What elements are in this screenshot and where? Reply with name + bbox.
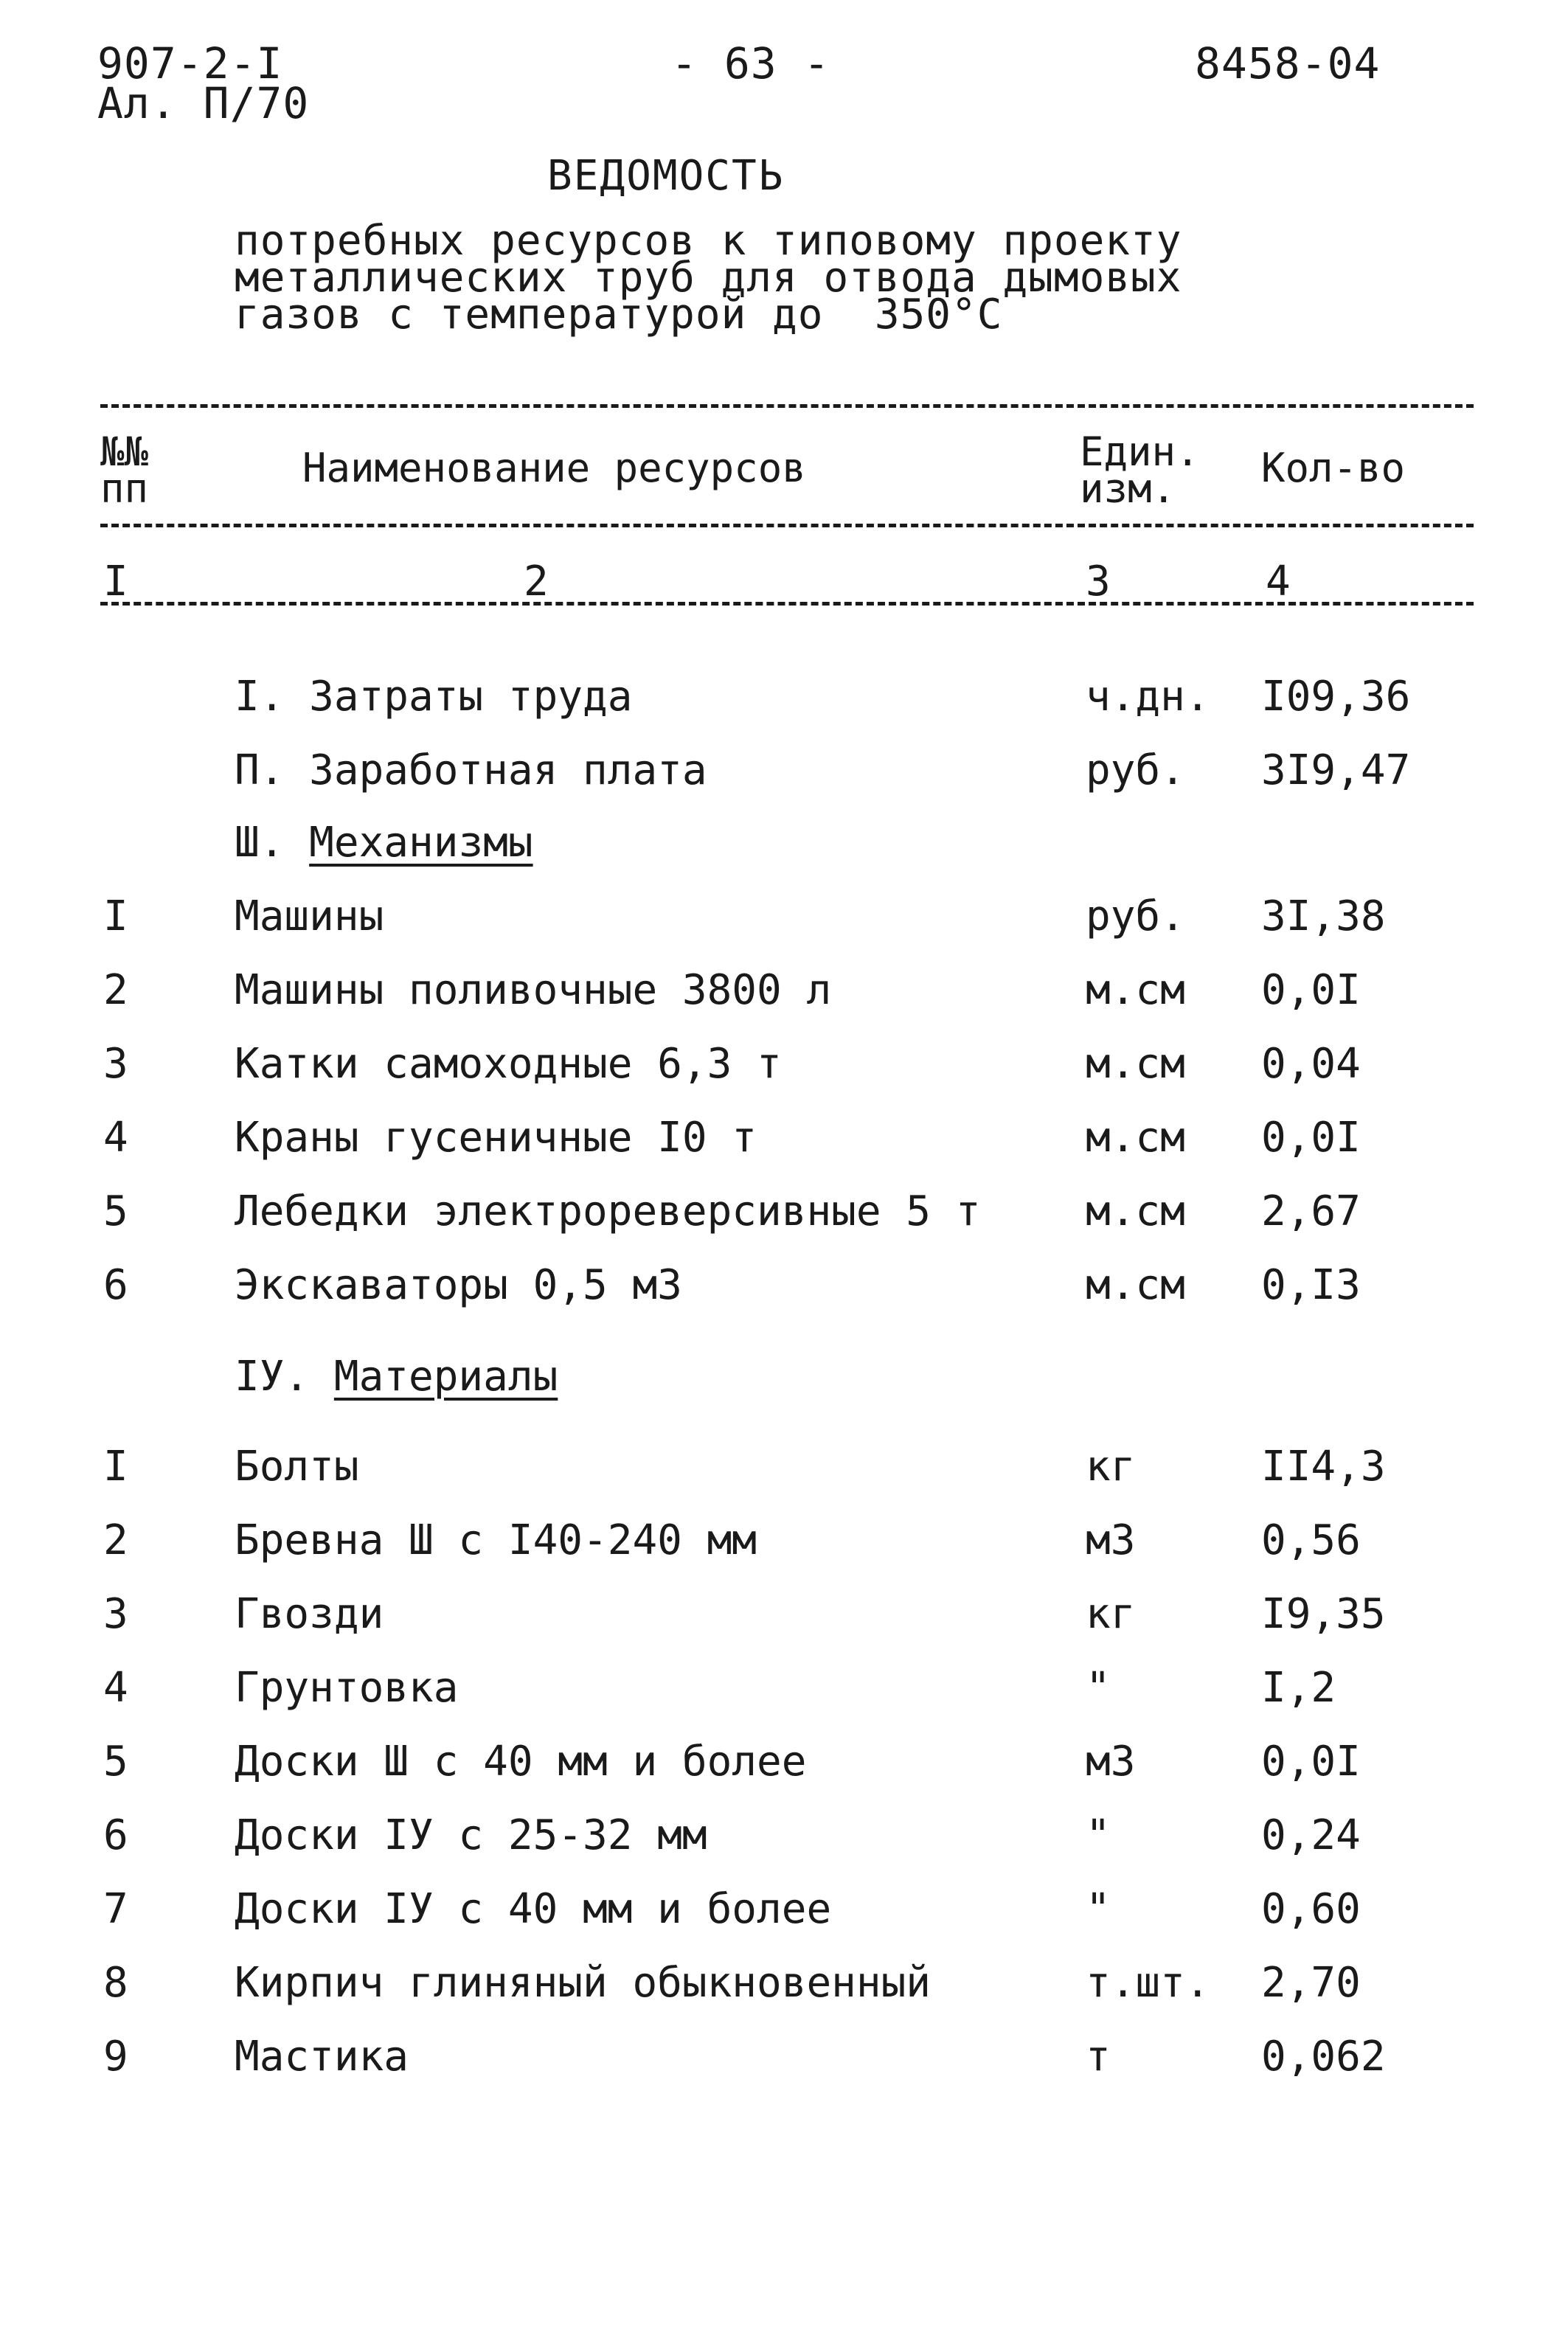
resource-name: I. Затраты труда bbox=[235, 673, 633, 721]
page-number: - 63 - bbox=[671, 38, 830, 89]
resource-unit: м3 bbox=[1086, 1738, 1136, 1786]
row-number: 5 bbox=[103, 1187, 128, 1235]
row-number: 3 bbox=[103, 1590, 128, 1638]
resource-unit: м.см bbox=[1086, 1261, 1185, 1309]
row-number: 2 bbox=[103, 1516, 128, 1564]
resource-quantity: I9,35 bbox=[1261, 1590, 1386, 1638]
document-title: ВЕДОМОСТЬ bbox=[547, 152, 785, 200]
resource-row bbox=[0, 966, 1568, 1025]
resource-quantity: I,2 bbox=[1261, 1664, 1336, 1712]
header-unit-line: Един. bbox=[1080, 429, 1200, 475]
resource-unit: м3 bbox=[1086, 1516, 1136, 1564]
resource-row bbox=[0, 1959, 1568, 2018]
header-name: Наименование ресурсов bbox=[302, 445, 806, 491]
resource-quantity: 0,24 bbox=[1261, 1811, 1361, 1859]
resource-name: Бревна Ш с I40-240 мм bbox=[235, 1516, 757, 1564]
resource-quantity: 0,0I bbox=[1261, 966, 1361, 1014]
column-numbers-rule bbox=[100, 602, 1474, 606]
document-code: 907-2-I bbox=[97, 38, 283, 89]
resource-quantity: 3I,38 bbox=[1261, 892, 1386, 940]
resource-unit: м.см bbox=[1086, 1114, 1185, 1162]
row-number: 5 bbox=[103, 1738, 128, 1786]
resource-unit: т.шт. bbox=[1086, 1959, 1210, 2007]
row-number: 3 bbox=[103, 1040, 128, 1088]
subtitle-line: газов с температурой до 350°С bbox=[235, 291, 1003, 339]
resource-unit: ч.дн. bbox=[1086, 673, 1210, 721]
resource-row bbox=[0, 1187, 1568, 1246]
resource-name: Машины поливочные 3800 л bbox=[235, 966, 832, 1014]
section-prefix: Ш. bbox=[235, 819, 310, 867]
header-num bbox=[100, 429, 149, 512]
resource-quantity: 3I9,47 bbox=[1261, 746, 1411, 794]
header-bottom-rule bbox=[100, 524, 1474, 527]
resource-quantity: 0,04 bbox=[1261, 1040, 1361, 1088]
resource-quantity: 0,56 bbox=[1261, 1516, 1361, 1564]
resource-name: Грунтовка bbox=[235, 1664, 459, 1712]
resource-unit: руб. bbox=[1086, 746, 1185, 794]
resource-row bbox=[0, 2033, 1568, 2092]
header-qty: Кол-во bbox=[1261, 445, 1406, 491]
resource-unit: " bbox=[1086, 1811, 1111, 1859]
resource-row bbox=[0, 1664, 1568, 1723]
subtitle-line: потребных ресурсов к типовому проекту bbox=[235, 217, 1182, 265]
resource-name: Катки самоходные 6,3 т bbox=[235, 1040, 782, 1088]
resource-quantity: 2,70 bbox=[1261, 1959, 1361, 2007]
section-title bbox=[235, 819, 533, 867]
document-subtitle bbox=[235, 217, 1182, 339]
column-number: I bbox=[103, 558, 128, 606]
column-number: 3 bbox=[1086, 558, 1111, 606]
resource-name: Доски IУ с 40 мм и более bbox=[235, 1885, 832, 1933]
resource-name: Машины bbox=[235, 892, 384, 940]
resource-unit: " bbox=[1086, 1664, 1111, 1712]
resource-row bbox=[0, 1590, 1568, 1649]
resource-name: Лебедки электрореверсивные 5 т bbox=[235, 1187, 981, 1235]
row-number: 9 bbox=[103, 2033, 128, 2081]
resource-quantity: 2,67 bbox=[1261, 1187, 1361, 1235]
resource-name: Мастика bbox=[235, 2033, 409, 2081]
row-number: 6 bbox=[103, 1811, 128, 1859]
resource-row bbox=[0, 1114, 1568, 1173]
column-number: 4 bbox=[1266, 558, 1291, 606]
resource-unit: кг bbox=[1086, 1590, 1136, 1638]
header-num-line: пп bbox=[100, 465, 149, 512]
resource-unit: " bbox=[1086, 1885, 1111, 1933]
resource-row bbox=[0, 1443, 1568, 1502]
row-number: 4 bbox=[103, 1664, 128, 1712]
resource-name: Краны гусеничные I0 т bbox=[235, 1114, 757, 1162]
resource-name: П. Заработная плата bbox=[235, 746, 707, 794]
resource-name: Кирпич глиняный обыкновенный bbox=[235, 1959, 932, 2007]
resource-quantity: I09,36 bbox=[1261, 673, 1411, 721]
row-number: 7 bbox=[103, 1885, 128, 1933]
column-number: 2 bbox=[524, 558, 549, 606]
resource-row bbox=[0, 673, 1568, 732]
resource-row bbox=[0, 746, 1568, 805]
header-unit-line: изм. bbox=[1080, 465, 1176, 512]
row-number: 4 bbox=[103, 1114, 128, 1162]
section-name: Материалы bbox=[333, 1353, 558, 1401]
section-title bbox=[235, 1353, 558, 1401]
resource-quantity: 0,I3 bbox=[1261, 1261, 1361, 1309]
resource-row bbox=[0, 1040, 1568, 1099]
resource-row bbox=[0, 1261, 1568, 1320]
resource-unit: т bbox=[1086, 2033, 1111, 2081]
resource-row bbox=[0, 892, 1568, 951]
table-top-rule bbox=[100, 404, 1474, 408]
resource-name: Экскаваторы 0,5 м3 bbox=[235, 1261, 682, 1309]
resource-name: Доски IУ с 25-32 мм bbox=[235, 1811, 707, 1859]
resource-quantity: 0,0I bbox=[1261, 1114, 1361, 1162]
resource-name: Болты bbox=[235, 1443, 359, 1491]
row-number: 2 bbox=[103, 966, 128, 1014]
album-number: Ал. П/70 bbox=[97, 78, 310, 128]
resource-row bbox=[0, 1885, 1568, 1944]
section-name: Механизмы bbox=[309, 819, 533, 867]
resource-name: Доски Ш с 40 мм и более bbox=[235, 1738, 807, 1786]
resource-name: Гвозди bbox=[235, 1590, 384, 1638]
section-heading bbox=[0, 819, 1568, 878]
resource-quantity: 0,60 bbox=[1261, 1885, 1361, 1933]
series-number: 8458-04 bbox=[1195, 38, 1381, 89]
section-prefix: IУ. bbox=[235, 1353, 334, 1401]
resource-row bbox=[0, 1516, 1568, 1575]
header-unit bbox=[1080, 429, 1200, 512]
resource-unit: кг bbox=[1086, 1443, 1136, 1491]
resource-row bbox=[0, 1738, 1568, 1797]
row-number: I bbox=[103, 1443, 128, 1491]
subtitle-line: металлических труб для отвода дымовых bbox=[235, 254, 1182, 302]
resource-quantity: II4,3 bbox=[1261, 1443, 1386, 1491]
row-number: 6 bbox=[103, 1261, 128, 1309]
section-heading bbox=[0, 1353, 1568, 1412]
resource-row bbox=[0, 1811, 1568, 1870]
row-number: 8 bbox=[103, 1959, 128, 2007]
resource-unit: м.см bbox=[1086, 1040, 1185, 1088]
resource-unit: м.см bbox=[1086, 966, 1185, 1014]
resource-unit: м.см bbox=[1086, 1187, 1185, 1235]
resource-quantity: 0,0I bbox=[1261, 1738, 1361, 1786]
row-number: I bbox=[103, 892, 128, 940]
resource-quantity: 0,062 bbox=[1261, 2033, 1386, 2081]
resource-unit: руб. bbox=[1086, 892, 1185, 940]
header-num-line: №№ bbox=[100, 429, 149, 475]
